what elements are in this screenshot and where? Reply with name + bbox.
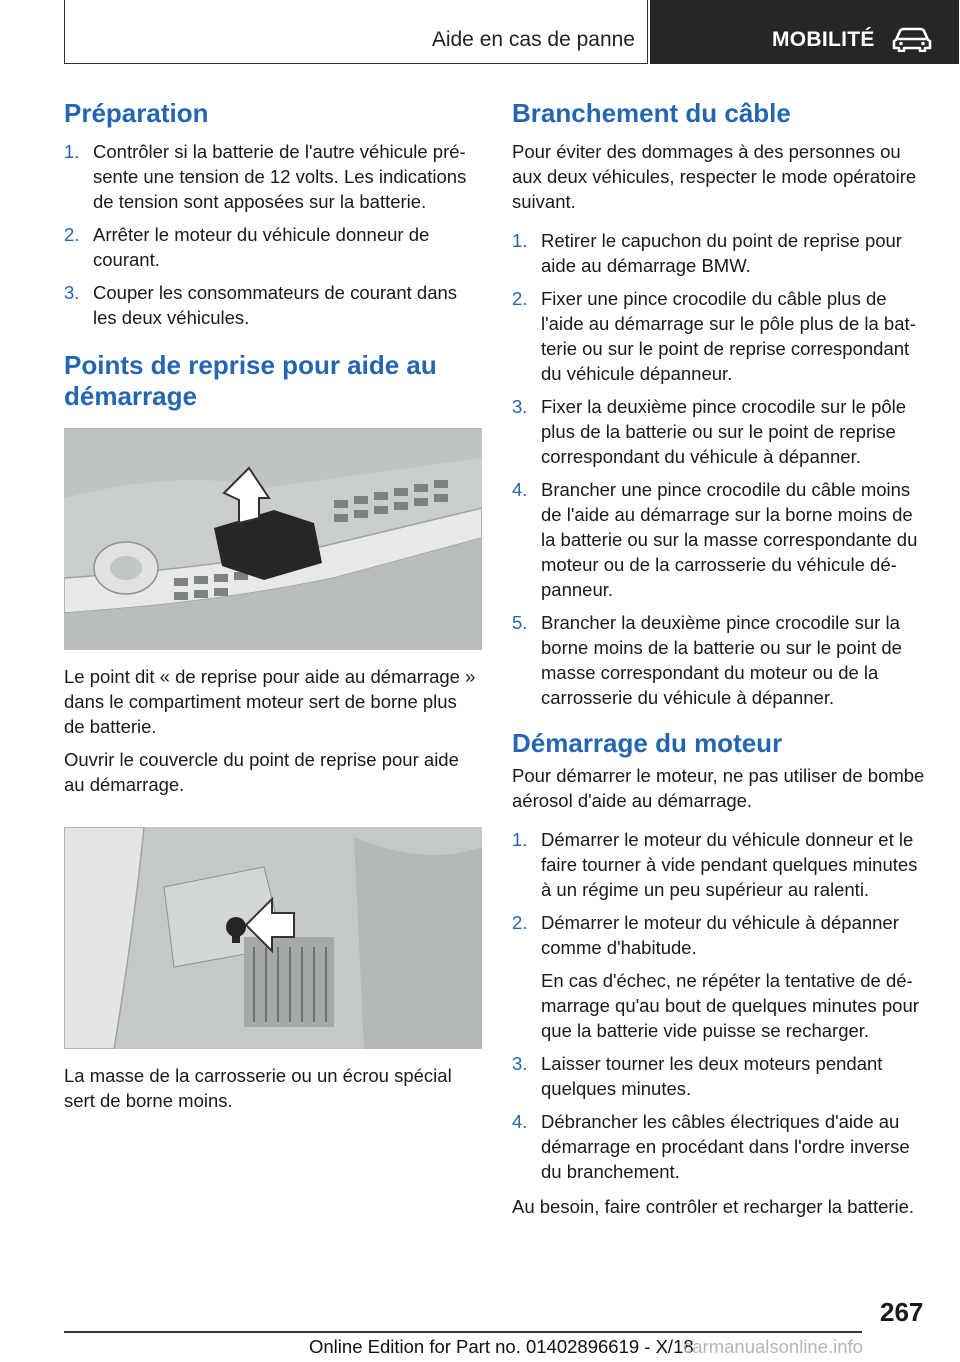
list-item: 3. Laisser tourner les deux moteurs pendant quelques minutes. (512, 1053, 883, 1099)
negative-terminal-figure (64, 827, 482, 1049)
list-item: 2. Démarrer le moteur du véhicule à dépanner comme d'habitude. En cas d'échec, ne répéter la tentative de démarrage qu'au bout de quelques minutes pour que la batterie vide puisse se recharger. (512, 910, 930, 1043)
start-steps (512, 827, 930, 1184)
chapter-tab (650, 0, 959, 64)
preparation-steps (64, 139, 482, 330)
page-number: 267 (880, 1297, 924, 1327)
list-item: 1. Retirer le capuchon du point de reprise pour aide au démarrage BMW. (512, 230, 902, 276)
step-note: En cas d'échec, ne répéter la tentative de démarrage qu'au bout de quelques minutes pour que la batterie vide puisse se recharger. (541, 970, 919, 1041)
preparation-heading: Préparation (64, 98, 209, 128)
edition-info: Online Edition for Part no. 01402896619 - X/18 (309, 1336, 694, 1357)
list-item: 5. Brancher la deuxième pince crocodile sur la borne moins de la batterie ou sur le point de masse correspondant du moteur ou de la carrosserie du véhicule à dépanner. (512, 612, 902, 708)
paragraph: Pour éviter des dommages à des personnes ou aux deux véhicules, respecter le mode opératoire suivant. (512, 141, 917, 212)
watermark: carmanualsonline.info (683, 1336, 863, 1357)
paragraph: Le point dit « de reprise pour aide au démarrage » dans le compartiment moteur sert de borne plus de batterie. (64, 666, 476, 737)
list-item: 3. Couper les consommateurs de courant dans les deux véhicules. (64, 282, 458, 328)
list-item: 3. Fixer la deuxième pince crocodile sur le pôle plus de la batterie ou sur le point de reprise correspondant du véhicule à dépanner. (512, 396, 907, 467)
jump-points-heading: Points de reprise pour aide au démarrage (64, 350, 437, 411)
engine-bay-illustration (64, 428, 482, 650)
list-item: 1. Contrôler si la batterie de l'autre véhicule présente une tension de 12 volts. Les indications de tension sont apposées sur la batterie. (64, 141, 467, 212)
left-column (64, 98, 482, 1121)
list-item: 2. Fixer une pince crocodile du câble plus de l'aide au démarrage sur le pôle plus de la batterie ou sur le point de reprise correspondant du véhicule dépanneur. (512, 288, 916, 384)
car-icon (890, 26, 934, 52)
ground-point-illustration (64, 827, 482, 1049)
chapter-title: MOBILITÉ (772, 28, 875, 51)
footer-divider (64, 1331, 862, 1333)
list-item: 2. Arrêter le moteur du véhicule donneur de courant. (64, 224, 430, 270)
right-column (512, 98, 930, 1227)
paragraph: La masse de la carrosserie ou un écrou spécial sert de borne moins. (64, 1065, 452, 1111)
section-title: Aide en cas de panne (431, 28, 635, 51)
cable-steps (512, 228, 930, 710)
cable-connection-heading: Branchement du câble (512, 98, 791, 128)
paragraph: Au besoin, faire contrôler et recharger la batterie. (512, 1196, 915, 1217)
section-tab (64, 0, 648, 64)
positive-terminal-figure (64, 428, 482, 650)
engine-start-heading: Démarrage du moteur (512, 728, 783, 758)
list-item: 4. Brancher une pince crocodile du câble moins de l'aide au démarrage sur la borne moins de la batterie ou sur la masse correspondante du moteur ou de la carrosserie du véhicule dépanneur. (512, 479, 918, 600)
list-item: 4. Débrancher les câbles électriques d'aide au démarrage en procédant dans l'ordre inverse du branchement. (512, 1111, 910, 1182)
paragraph: Pour démarrer le moteur, ne pas utiliser de bombe aérosol d'aide au démarrage. (512, 765, 925, 811)
page-header (64, 0, 959, 66)
paragraph: Ouvrir le couvercle du point de reprise pour aide au démarrage. (64, 749, 459, 795)
list-item: 1. Démarrer le moteur du véhicule donneur et le faire tourner à vide pendant quelques minutes à un régime un peu supérieur au ralenti. (512, 829, 918, 900)
